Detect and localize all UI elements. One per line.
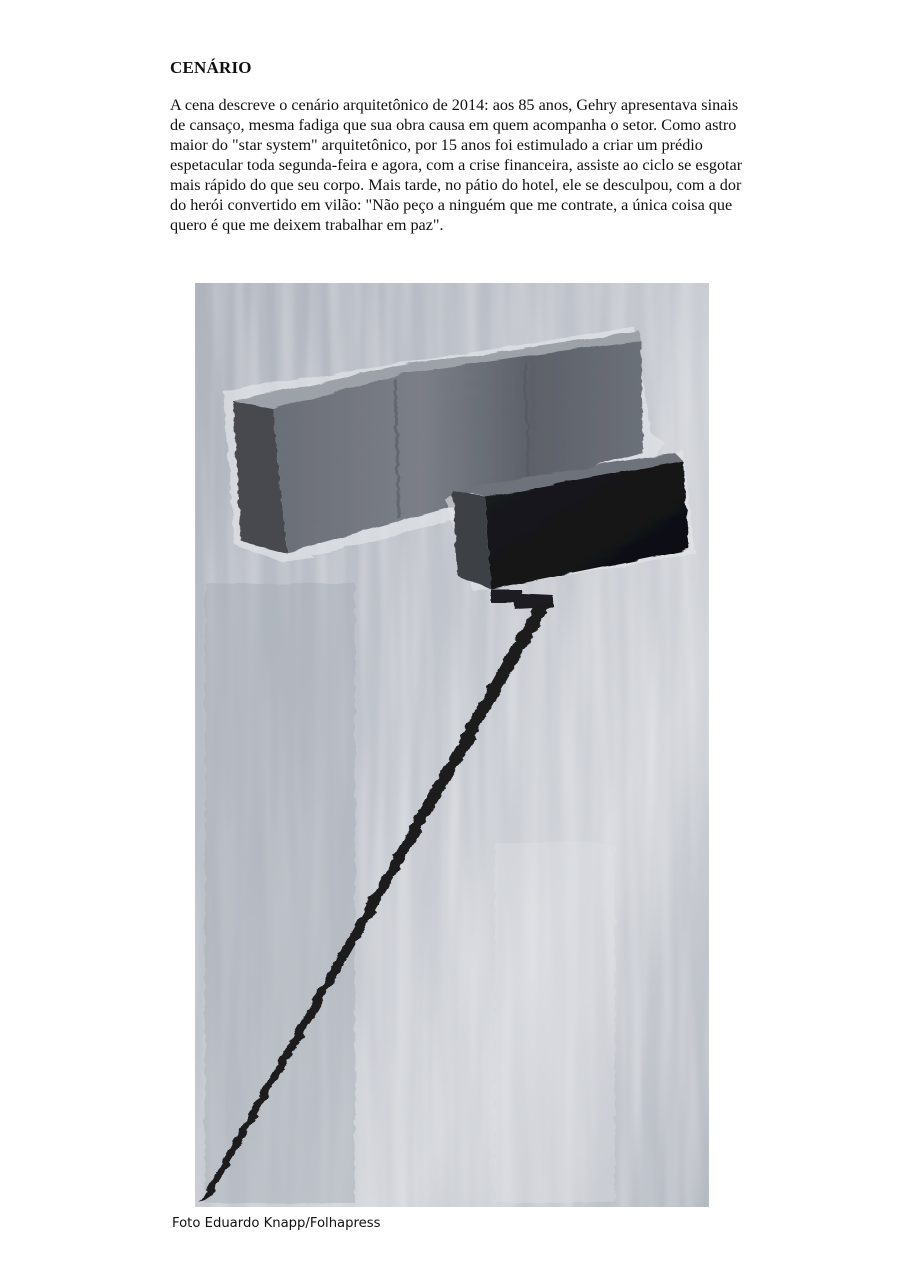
painting-image: [195, 283, 709, 1207]
section-heading: CENÁRIO: [170, 58, 252, 77]
photo-credit: Foto Eduardo Knapp/Folhapress: [172, 1216, 381, 1231]
painting-figure: [195, 283, 709, 1207]
article-paragraph: A cena descreve o cenário arquitetônico de 2014: aos 85 anos, Gehry apresentava sinais de cansaço, mesma fadiga que sua obra causa em quem acompanha o setor. Como astro maior do "star system" arquitetônico, por 15 anos foi estimulado a criar um prédio espetacular toda segunda-feira e agora, com a crise financeira, assiste ao ciclo se esgotar mais rápido do que seu corpo. Mais tarde, no pátio do hotel, ele se desculpou, com a dor do herói convertido em vilão: "Não peço a ninguém que me contrate, a única coisa que quero é que me deixem trabalhar em paz".: [170, 96, 743, 234]
